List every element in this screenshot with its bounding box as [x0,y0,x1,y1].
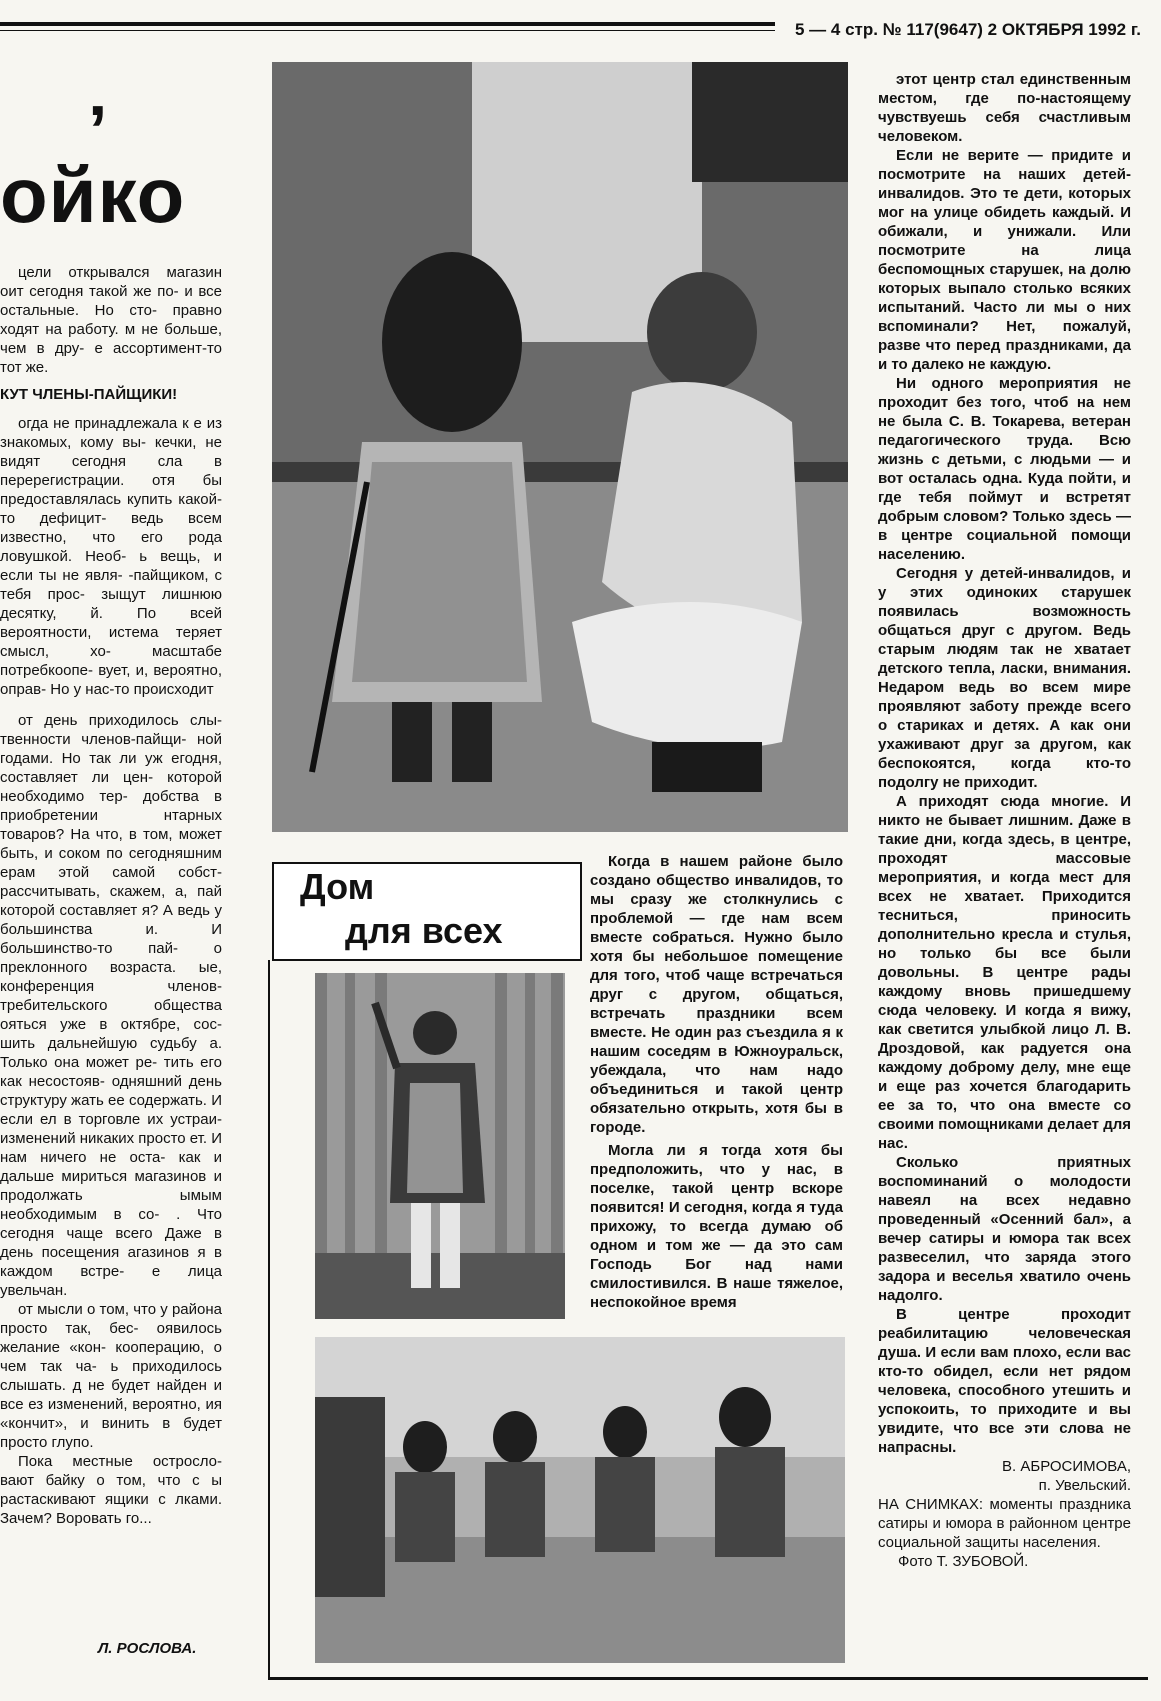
article-title-line1: Дом [300,866,375,907]
article-middle-column [590,852,843,1312]
left-article-body [0,263,222,1528]
article-paragraph: Сегодня у детей-инвалидов, и у этих одиноких старушек появилась возможность общаться друг с другом. Ведь старым людям так не хватает детского тепла, ласки, внимания. Недаром ведь во всем мире проявляют заботу прежде всего о стариках и детях. А как они ухаживают друг за другом, как беспокоятся, когда кто-то подолгу не приходит. [878,565,1131,791]
article-paragraph: Сколько приятных воспоминаний о молодости навеял на всех недавно проведенный «Осенний бал», а вечер сатиры и юмора так всех развеселил, что заряда этого задора и веселья хватило очень надолго. [878,1154,1131,1304]
left-paragraph: от день приходилось слы- твенности членов-пайщи- ной годами. Но так ли уж егодня, составляет ли цен- которой необходимо тер- добства в приобретении нтарных товаров? На что, в том, может быть, и соком по сегодняшним ерам этой самой собст- рассчитывать, скажем, а, пай которой составляет я? А ведь у большинства и. И большинство-то пай- о преклонного возраста. ые, конференция членов- требительского общества ояться уже в октябре, сос- шить дальнейшую судьбу а. Только она может ре- тить его как несостояв- одняшний день структуру жать ее содержать. И если ел в торговле их устраи- изменений никаких просто ет. И нам ничего не оста- как и дальше мириться магазинов и продолжать ымым необходимым в со- . Что сегодня чаще всего Даже в день посещения агазинов я в каждом встре- е лица увельчан. [0,712,222,1299]
header-rule-thin [0,30,775,31]
photo-dance [272,62,848,832]
article-author: В. АБРОСИМОВА, [1002,1458,1131,1475]
left-paragraph: от мысли о том, что у района просто так, бес- оявилось желание «кон- кооперацию, о чем так ча- ь приходилось слышать. д не будет найден и все ез изменений, вероятно, ия «кончит», и винить в будет просто глупо. [0,1301,222,1451]
article-paragraph: Могла ли я тогда хотя бы предположить, что у нас, в поселке, такой центр вскоре появится! И сегодня, когда я туда прихожу, то всегда думаю об одном и том же — да это сам Господь Бог над нами смилостивился. В наше тяжелое, неспокойное время [590,1142,843,1311]
article-paragraph: А приходят сюда многие. И никто не бывает лишним. Даже в такие дни, когда здесь, в центре, проходят массовые мероприятия, и когда мест для всех не хватает. Приходится тесниться, приносить дополнительно кресла и стулья, но только бы все были довольны. В центре рады каждому вновь пришедшему сюда человеку. И когда я вижу, как светится улыбкой лицо Л. В. Дроздовой, как радуется она каждому доброму делу, мне еще и еще раз хочется благодарить ее за то, что она вместе со своими помощниками делает для нас. [878,793,1131,1152]
article-paragraph: В центре проходит реабилитацию человеческая душа. И если вам плохо, если вас кто-то обидел, если нет рядом человека, способного утешить и успокоить, то приходите и вы увидите, что все эти слова не напрасны. [878,1306,1131,1456]
left-paragraph: огда не принадлежала к е из знакомых, кому вы- кечки, не видят сегодня сла в перерегистрации. отя бы предоставлялась купить какой-то дефицит- ведь всем известно, что его рода ловушкой. Необ- ь вещь, и если ты не явля- -пайщиком, с тебя прос- зыщут лишнюю десятку, й. По всей вероятности, истема теряет смысл, хо- масштабе потребкоопе- вует, и, вероятно, оправ- Но у нас-то происходит [0,415,222,698]
article-title-line2: для всех [345,910,503,951]
left-headline: ойко [0,151,186,239]
article-paragraph: Когда в нашем районе было создано общество инвалидов, то мы сразу же столкнулись с проблемой — где нам всем вместе собраться. Нужно было хотя бы небольшое помещение для того, чтоб чаще встречаться друг с другом, общаться, встречать праздники всем вместе. Не один раз съездила я к нашим соседям в Южноуральск, убеждала, что нам надо объединиться и такой центр обязательно открыть, хотя бы в городе. [590,853,843,1136]
left-paragraph: цели открывался магазин оит сегодня такой же по- и все остальные. Но сто- правно ходят на работу. м не больше, чем в дру- е ассортимент-то тот же. [0,264,222,376]
article-paragraph: Если не верите — придите и посмотрите на наших детей-инвалидов. Это те дети, которых мог на улице обидеть каждый. И обижали, и унижали. Или посмотрите на лица беспомощных старушек, на долю которых выпало столько всяких испытаний. Часто ли мы о них вспоминали? Нет, пожалуй, разве что перед праздниками, да и то далеко не каждую. [878,147,1131,373]
photo-performer [315,973,565,1319]
left-signature: Л. РОСЛОВА. [98,1640,197,1657]
article-place: п. Увельский. [1038,1477,1131,1494]
article-paragraph: этот центр стал единственным местом, где по-настоящему чувствуешь себя счастливым человеком. [878,71,1131,145]
frame-left-rule [268,960,270,1678]
headline-comma-glyph: ’ [88,91,108,169]
article-right-column [878,70,1131,1571]
issue-line: 5 — 4 стр. № 117(9647) 2 ОКТЯБРЯ 1992 г. [795,20,1141,39]
photo-credit: Фото Т. ЗУБОВОЙ. [898,1553,1029,1570]
left-paragraph: Пока местные остросло- вают байку о том, что с ы растаскивают ящики с лками. Зачем? Воровать го... [0,1453,222,1527]
photo-caption: НА СНИМКАХ: моменты праздника сатиры и юмора в районном центре социальной защиты населения. [878,1496,1131,1551]
frame-bottom-rule [268,1677,1148,1680]
photo-audience [315,1337,845,1663]
header-rule [0,22,775,26]
left-subhead: КУТ ЧЛЕНЫ-ПАЙЩИКИ! [0,386,178,403]
article-paragraph: Ни одного мероприятия не проходит без того, чтоб на нем не была С. В. Токарева, ветеран педагогического труда. Всю жизнь с детьми, с людьми — и вот осталась одна. Куда пойти, и где тебя поймут и встретят добрым словом? Только здесь — в центре социальной помощи населению. [878,375,1131,563]
